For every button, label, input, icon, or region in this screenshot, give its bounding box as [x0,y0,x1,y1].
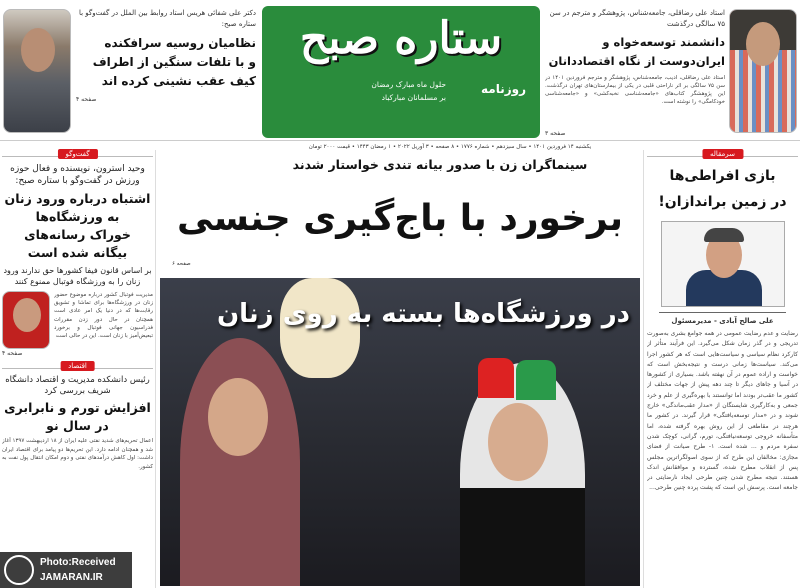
left-kicker: وحید استرون، نویسنده و فعال حوزه ورزش در گفت‌وگو با ستاره صبح: [10,164,145,186]
top-right-headline[interactable] [545,33,725,71]
headline-line: ایران‌دوست از نگاه اقتصاددانان [548,54,725,68]
watermark-line2: JAMARAN.IR [40,572,103,583]
column-divider [643,150,644,588]
portrait-photo-rezagholi [729,9,797,133]
portrait-photo-estroon [2,291,50,349]
top-right-page-ref[interactable]: صفحه ۳ [545,130,566,137]
top-right-body: استاد علی رضاقلی، ادیب، جامعه‌شناس، پژوهشگر و مترجم فروردین ۱۴۰۱ در سن ۷۵ سالگی بر اثر ناراحتی قلبی در یکی از بیمارستان‌های تهران درگذشت. این پژوهشگر کتاب‌های «جامعه‌شناسی نخبه‌کشی» و «جامعه‌شناسی خودکامگی» را نوشته است. [545,75,725,105]
section-tag-interview: گفت‌وگو [57,149,97,159]
left-headline[interactable] [2,190,153,262]
greeting-line: بر مسلمانان مبارکباد [381,93,446,102]
left-page-ref[interactable]: صفحه ۴ [2,350,23,357]
left-headline-2[interactable] [2,399,153,435]
headline-line: در زمین براندازان! [658,194,787,210]
headline-line: خوراک رسانه‌های [24,227,131,242]
top-right-kicker: استاد علی رضاقلی، جامعه‌شناس، پژوهشگر و مترجم در سن ۷۵ سالگی درگذشت [549,9,725,28]
editorial-body: رضایت و عدم رضایت عمومی در همه جوامع بشری به‌صورت تدریجی و در گذر زمان شکل می‌گیرد. این فرآیند متأثر از کارکرد نظام سیاسی و سیاست‌هایی است که هر کشور اجرا می‌کند. سیاست‌ها زمانی درست و نتیجه‌بخش است که خواست و اراده عموم در آن نهفته باشد. بسیاری از کشورها در آسیا و جاهای دیگر تا چند دهه پیش از جهات مختلف از کشور ما عقب‌تر بودند اما توانستند با بهره‌گیری از علم و خرد جمعی و به‌کارگیری شایستگان از «مدار عقب‌ماندگی» خارج شوند و در «مدار توسعه‌یافتگی» قرار گیرند. در کشور ما هرچند در مقاطعی از این روش بهره گرفته شده، اما متأسفانه خروجی توسعه‌نیافتگی، تورم، گرانی، کوچک شدن سفره مردم و ... شده است. ۱- طرح صیانت از فضای مجازی: مخالفان این طرح که از سوی اصولگراترین مجلس پس از انقلاب مطرح شده، گسترده و موافقانش اندک هستند. نتیجه مطرح شدن چنین طرحی ایجاد نارضایتی در جامعه است. پرسش این است که پشت پرده چنین طرحی... [647,330,798,492]
headline-line: و با تلفات سنگین از اطراف [92,55,256,69]
lead-headline[interactable]: برخورد با باج‌گیری جنسی [177,198,623,239]
logo-text: ستاره صبح [299,13,503,64]
headline-line: افزایش تورم و نابرابری [4,400,151,415]
column-divider [155,150,156,588]
top-left-kicker: دکتر علی شفائی هریس استاد روابط بین الملل در گفت‌وگو با ستاره صبح: [78,9,256,28]
section-tag-economy: اقتصاد [60,361,95,371]
top-left-page-ref[interactable]: صفحه ۴ [76,96,97,103]
headline-line: کیف عقب نشینی کرده اند [101,74,256,88]
section-tag-editorial: سرمقاله [702,149,743,159]
headline-line: در سال نو [46,418,109,433]
headline-line: نظامیان روسیه سرافکنده [104,36,256,50]
jamaran-watermark [0,552,132,588]
headline-line: به ورزشگاه‌ها [35,209,120,224]
dateline: یکشنبه ۱۴ فروردین ۱۴۰۱ • سال سیزدهم • شماره ۱۷۷۶ • ۸ صفحه • ۳ آوریل ۲۰۲۲ • ۱ رمضان ۱۴۴۳ • قیمت ۲۰۰۰ تومان [308,144,592,150]
lead-page-ref[interactable]: صفحه ۶ [172,261,191,267]
lead-subhead: سینماگران زن با صدور بیانه تندی خواستار شدند [292,157,588,172]
left-body-2: اعمال تحریم‌های شدید نفتی علیه ایران از ۱۸ اردیبهشت ۱۳۹۷ آغاز شد و همچنان ادامه دارد. این تحریم‌ها دو پیامد برای اقتصاد ایران داشت: اول کاهش درآمدهای نفتی و دوم امکان انتقال پول نفت به کشور. [2,438,153,470]
left-kicker-2: رئیس دانشکده مدیریت و اقتصاد دانشگاه شریف بررسی کرد [5,375,150,396]
jamaran-logo-icon [4,555,34,585]
headline-line: اشتباه درباره ورود زنان [4,191,151,206]
editorial-author: علی صالح آبادی - مدیرمسئول [671,317,774,325]
left-subtext: بر اساس قانون فیفا کشورها حق ندارند ورود زنان را به ورزشگاه فوتبال ممنوع کنند [3,266,152,286]
divider [659,312,786,313]
portrait-photo-shafaei [3,9,71,133]
masthead-logo [262,6,540,138]
headline-line: بازی افراطی‌ها [669,168,776,184]
portrait-photo-salehabadi [661,221,785,307]
editorial-headline[interactable] [647,163,798,215]
lead-photo [160,278,640,586]
greeting-line: حلول ماه مبارک رمضان [371,80,446,89]
left-body: مدیریت فوتبال کشور درباره موضوع حضور زنان در ورزشگاه‌ها برای تماشا و تشویق رقابت‌ها که در دنیا یک امر عادی است همچنان در حال دور زدن مقررات فدراسیون جهانی فوتبال و برخورد تبعیض‌آمیز با زنان است. این در حالی است [54,292,153,340]
watermark-line1: Photo:Received [40,557,116,568]
divider [0,140,800,141]
top-left-headline[interactable] [76,34,256,91]
lead-photo-caption: در ورزشگاه‌ها بسته به روی زنان [216,299,630,329]
logo-prefix: روزنامه [481,82,526,96]
headline-line: بیگانه شده است [27,245,128,260]
headline-line: دانشمند توسعه‌خواه و [602,35,725,49]
